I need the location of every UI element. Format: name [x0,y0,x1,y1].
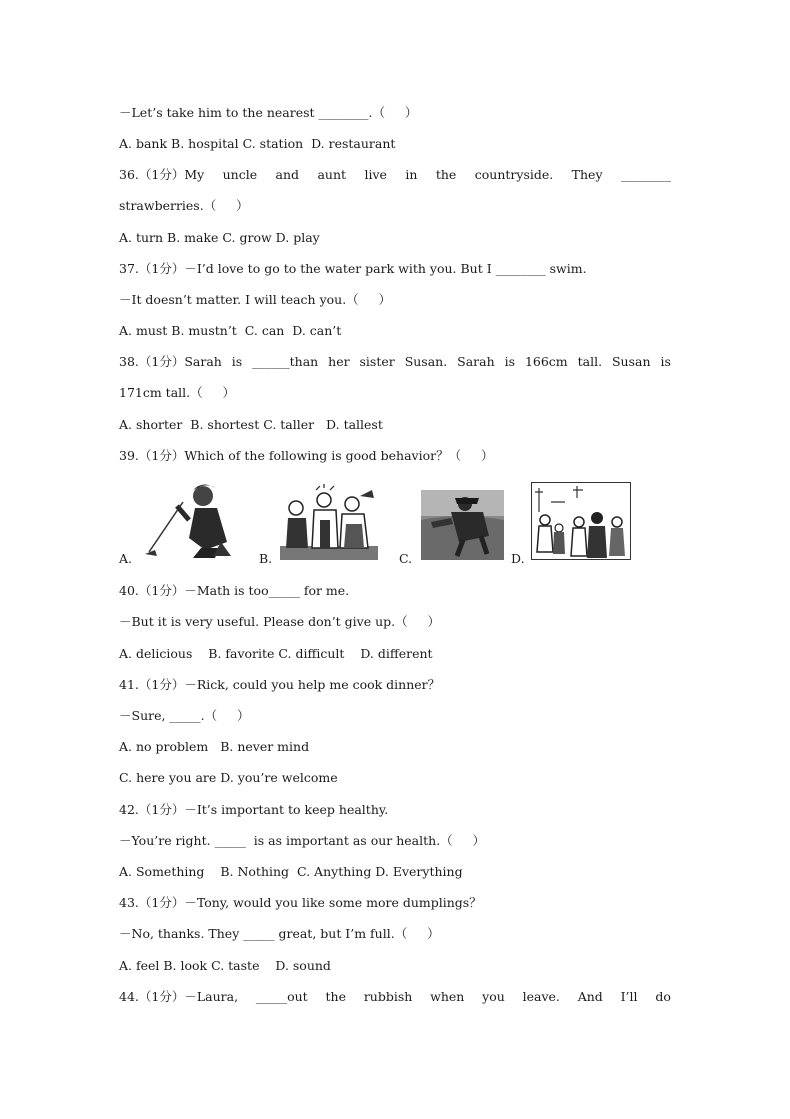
word: sister [359,354,395,369]
word: 36.（1分）My [119,167,205,182]
word: her [328,354,350,369]
q36-stem-line1 [119,167,671,183]
q40-stem-line2: －But it is very useful. Please don’t give up.（ ） [119,614,440,629]
word: ______than [252,354,319,369]
word: countryside. [474,167,554,182]
q39-option-c-image [421,490,504,560]
word: They [571,167,603,182]
word: when [430,989,465,1004]
q42-stem-line2: －You’re right. _____ is as important as our health.（ ） [119,833,486,848]
word: the [435,167,457,182]
word: _____out [255,989,308,1004]
q39-option-b-label: B. [259,551,273,566]
q41-options-line1: A. no problem B. never mind [119,739,310,754]
q38-stem-line1 [119,354,671,370]
q39-option-d-label: D. [511,551,525,566]
q39-option-a-image [141,480,236,560]
q37-stem-line2: －It doesn’t matter. I will teach you.（ ） [119,292,392,307]
q39-option-d-image [531,482,631,560]
q43-options: A. feel B. look C. taste D. sound [119,958,331,973]
q37-stem-line1: 37.（1分）－I’d love to go to the water park with you. But I ________ swim. [119,261,587,276]
q35-dialogue-line: －Let’s take him to the nearest ________.（ ） [119,105,418,120]
word: tall. [577,354,603,369]
q35-options: A. bank B. hospital C. station D. restaurant [119,136,396,151]
q36-stem-line2: strawberries.（ ） [119,198,249,213]
q38-stem-line2: 171cm tall.（ ） [119,385,235,400]
word: Susan. [404,354,448,369]
word: Susan [611,354,651,369]
q41-stem-line1: 41.（1分）－Rick, could you help me cook dinner？ [119,677,441,692]
word: uncle [222,167,258,182]
word: Sarah [457,354,495,369]
q36-options: A. turn B. make C. grow D. play [119,230,320,245]
q39-option-c-label: C. [399,551,413,566]
word: you [482,989,505,1004]
word: I’ll [620,989,638,1004]
word: is [231,354,243,369]
word: the [325,989,347,1004]
q39-stem: 39.（1分）Which of the following is good behavior？（ ） [119,448,494,463]
q44-stem-line1 [119,989,671,1005]
q40-options: A. delicious B. favorite C. difficult D. different [119,646,433,661]
q37-options: A. must B. mustn’t C. can D. can’t [119,323,342,338]
word: in [405,167,418,182]
word: rubbish [363,989,413,1004]
q41-stem-line2: －Sure, _____.（ ） [119,708,250,723]
q38-options: A. shorter B. shortest C. taller D. tallest [119,417,383,432]
word: is [504,354,515,369]
q39-option-b-image [280,484,378,560]
word: 38.（1分）Sarah [119,354,222,369]
q42-options: A. Something B. Nothing C. Anything D. Everything [119,864,463,879]
q42-stem-line1: 42.（1分）－It’s important to keep healthy. [119,802,389,817]
word: 44.（1分）－Laura, [119,989,239,1004]
q43-stem-line1: 43.（1分）－Tony, would you like some more dumplings？ [119,895,482,910]
q40-stem-line1: 40.（1分）－Math is too_____ for me. [119,583,350,598]
word: ________ [620,167,671,182]
word: and [275,167,300,182]
word: live [364,167,387,182]
word: do [655,989,671,1004]
q39-option-a-label: A. [119,551,133,566]
word: is [660,354,671,369]
q43-stem-line2: －No, thanks. They _____ great, but I’m full.（ ） [119,926,440,941]
word: aunt [317,167,347,182]
word: And [577,989,603,1004]
word: leave. [522,989,560,1004]
word: 166cm [524,354,568,369]
q41-options-line2: C. here you are D. you’re welcome [119,770,338,785]
